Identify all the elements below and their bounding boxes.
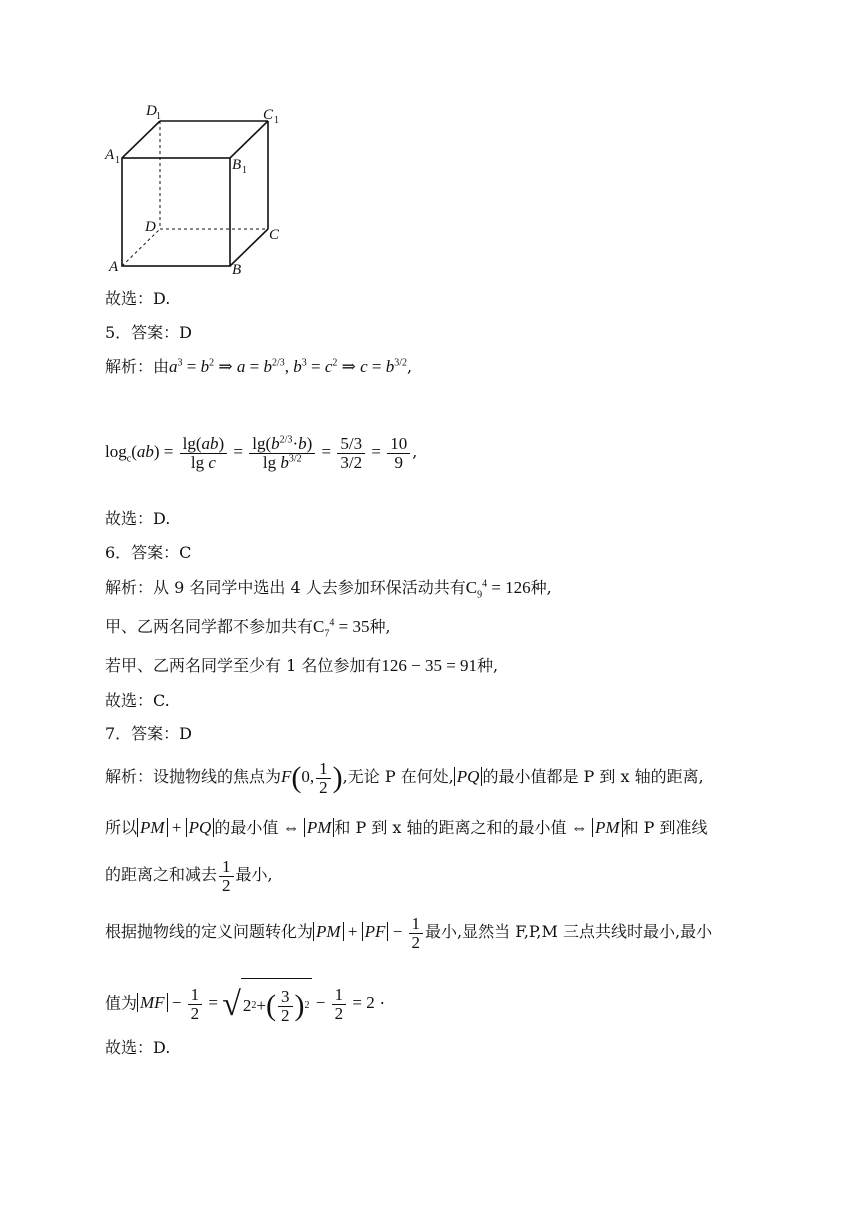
q4-conclusion: 故选：D. <box>105 289 171 308</box>
q5-analysis-line1: 解析：由$a^3 = b^2$ ⇒ $a = b^{2/3}$, $b^3 = c^2$ ⇒ $c = b^{3/2}$, <box>105 357 413 376</box>
q6-line3: 若甲、乙两名同学至少有 1 名位参加有126 − 35 = 91种, <box>105 656 499 675</box>
label-b: B <box>232 262 242 278</box>
label-a1-sub: 1 <box>115 155 120 166</box>
q6-line1: 解析：从 9 名同学中选出 4 人去参加环保活动共有$C_9^4 = 126$种, <box>105 578 552 601</box>
label-d1-sub: 1 <box>156 111 161 122</box>
label-c: C <box>269 227 280 243</box>
q6-line2: 甲、乙两名同学都不参加共有$C_7^4 = 35$种, <box>105 617 391 640</box>
q6-conclusion: 故选：C. <box>105 691 170 710</box>
label-c1-sub: 1 <box>274 115 279 126</box>
q7-line3: 的距离之和减去 $\frac{1}{2}$ 最小, <box>105 856 273 895</box>
label-c1: C <box>263 107 274 123</box>
label-a: A <box>109 259 119 275</box>
cube-front-face <box>122 158 230 266</box>
cube-figure <box>100 96 290 281</box>
edge-b1c1 <box>230 121 268 158</box>
label-b1: B <box>232 157 242 173</box>
q7-line5: 值为 MF − $\frac{1}{2}$ = √ 2 2 + ( $\frac{3}{2}$ ) 2 − $\frac{1}{2}$ = 2 · <box>105 978 385 1030</box>
label-b1-sub: 1 <box>242 165 247 176</box>
q7-conclusion: 故选：D. <box>105 1038 171 1057</box>
label-a1: A <box>105 147 115 163</box>
q5-conclusion: 故选：D. <box>105 509 171 528</box>
q7-line4: 根据抛物线的定义问题转化为 PM + PF − $\frac{1}{2}$ 最小,显然当 F,P,M 三点共线时最小,最小 <box>105 913 713 952</box>
label-d: D <box>145 219 156 235</box>
q7-line1: 解析：设抛物线的焦点为F(0, $\frac{1}{2}$ ),无论 P 在何处, PQ 的最小值都是 P 到 x 轴的距离, <box>105 758 704 797</box>
q5-answer: 5．答案：D <box>105 323 193 342</box>
label-d1: D <box>146 103 157 119</box>
q6-answer: 6．答案：C <box>105 543 192 562</box>
q7-answer: 7．答案：D <box>105 724 193 743</box>
edge-bc <box>230 229 268 266</box>
q5-analysis-line2: $\log_c(ab)$ = $\frac{\lg(ab)}{\text{lg c}}$ = $\frac{\lg(b^{2/3}\cdot b)}{\lg b^{3/2}}$ = $\frac{5/3}{3/2}$ = $\frac{10}{9}$ , <box>105 433 418 472</box>
q7-line2: 所以 PM + PQ 的最小值 ⇔ PM 和 P 到 x 轴的距离之和的最小值 ⇔ PM 和 P 到准线 <box>105 818 708 837</box>
edge-a1d1 <box>122 121 160 158</box>
